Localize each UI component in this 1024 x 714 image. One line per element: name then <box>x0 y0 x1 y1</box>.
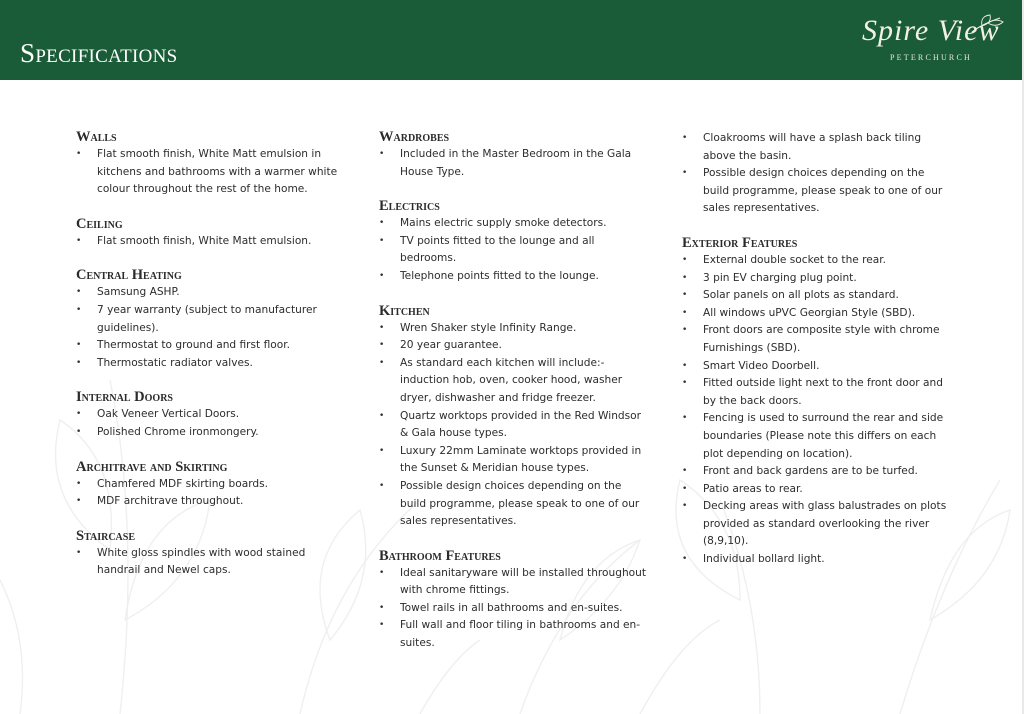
bullet-icon: • <box>76 357 82 368</box>
section-title: Walls <box>76 129 117 145</box>
leaf-icon <box>970 14 1004 36</box>
list-item: • Cloakrooms will have a splash back tiling above the basin. <box>682 132 922 162</box>
list-item: • Fitted outside light next to the front door and by the back doors. <box>682 377 943 407</box>
bullet-icon: • <box>76 304 82 315</box>
bullet-icon: • <box>379 218 385 229</box>
list-item: • Samsung ASHP. <box>76 284 346 302</box>
list-item: • Ideal sanitaryware will be installed throughout with chrome fittings. <box>379 566 647 597</box>
logo-subtitle: PETERCHURCH <box>890 53 972 62</box>
bullet-icon: • <box>379 235 385 246</box>
list-item: • Front doors are composite style with chrome Furnishings (SBD). <box>682 324 940 354</box>
spec-list <box>76 233 346 251</box>
bullet-icon: • <box>682 133 688 143</box>
bullet-icon: • <box>379 602 385 613</box>
section-internal-doors <box>76 388 346 441</box>
spec-list <box>76 146 346 199</box>
spec-list <box>76 406 346 441</box>
bullet-icon: • <box>682 483 688 494</box>
bullet-icon: • <box>379 357 385 368</box>
section-electrics <box>379 197 649 285</box>
section-central-heating <box>76 266 346 372</box>
list-item: • Solar panels on all plots as standard. <box>682 287 952 305</box>
bullet-icon: • <box>379 620 385 631</box>
section-wardrobes <box>379 128 649 181</box>
section-title: Ceiling <box>76 215 123 232</box>
section-title: Internal Doors <box>76 389 173 406</box>
section-title: Electrics <box>379 198 440 215</box>
list-item: • Luxury 22mm Laminate worktops provided in the Sunset & Meridian house types. <box>379 444 642 475</box>
list-item: • Oak Veneer Vertical Doors. <box>76 406 346 424</box>
logo-script-text: Spire View <box>862 14 1000 47</box>
bullet-icon: • <box>379 270 385 281</box>
section-title: Wardrobes <box>379 129 450 145</box>
list-item: • Quartz worktops provided in the Red Windsor & Gala house types. <box>379 409 641 440</box>
section-kitchen <box>379 302 649 531</box>
list-item: • MDF architrave throughout. <box>76 493 346 511</box>
list-item: • Fencing is used to surround the rear and side boundaries (Please note this differs on each plot depending on location). <box>682 412 944 460</box>
spec-list <box>76 545 346 580</box>
list-item: • Smart Video Doorbell. <box>682 358 952 376</box>
list-item: • Thermostatic radiator valves. <box>76 355 346 373</box>
section-staircase <box>76 527 346 580</box>
spire-view-logo <box>858 10 1008 70</box>
bullet-icon: • <box>682 168 688 179</box>
spec-column-1 <box>76 128 346 596</box>
bullet-icon: • <box>682 554 688 565</box>
page-title: Specifications <box>20 38 178 69</box>
bullet-icon: • <box>682 325 688 336</box>
bullet-icon: • <box>379 340 385 351</box>
spec-column-3 <box>682 130 952 585</box>
list-item: • TV points fitted to the lounge and all bedrooms. <box>379 234 595 265</box>
list-item: • Flat smooth finish, White Matt emulsion. <box>76 233 346 251</box>
list-item: • All windows uPVC Georgian Style (SBD). <box>682 305 952 323</box>
bullet-icon: • <box>76 478 82 489</box>
bullet-icon: • <box>76 409 82 420</box>
list-item: • 3 pin EV charging plug point. <box>682 270 952 288</box>
spec-list <box>379 320 649 531</box>
list-item: • Flat smooth finish, White Matt emulsion in kitchens and bathrooms with a warmer white colour throughout the rest of the home. <box>76 148 338 196</box>
list-item: • As standard each kitchen will include:- induction hob, oven, cooker hood, washer dryer, dishwasher and fridge freezer. <box>379 356 623 404</box>
list-item: • Decking areas with glass balustrades on plots provided as standard overlooking the river (8,9,10). <box>682 500 947 548</box>
bullet-icon: • <box>682 272 688 283</box>
section-title: Staircase <box>76 527 136 544</box>
bullet-icon: • <box>76 496 82 507</box>
list-item: • Patio areas to rear. <box>682 481 952 499</box>
spec-list <box>379 146 649 181</box>
list-item: • Possible design choices depending on the build programme, please speak to one of our sales representatives. <box>682 167 943 215</box>
bullet-icon: • <box>76 340 82 351</box>
section-title: Central Heating <box>76 267 182 284</box>
bullet-icon: • <box>682 501 688 512</box>
bullet-icon: • <box>682 254 688 265</box>
list-item: • Mains electric supply smoke detectors. <box>379 215 649 233</box>
bullet-icon: • <box>76 547 82 558</box>
list-item: • 20 year guarantee. <box>379 337 649 355</box>
bullet-icon: • <box>379 410 385 421</box>
list-item: • Polished Chrome ironmongery. <box>76 424 346 442</box>
list-item: • Full wall and floor tiling in bathrooms and en-suites. <box>379 619 641 650</box>
bullet-icon: • <box>682 360 688 371</box>
bullet-icon: • <box>379 322 385 333</box>
bullet-icon: • <box>682 290 688 301</box>
list-item: • Possible design choices depending on the build programme, please speak to one of our sales representatives. <box>379 479 640 528</box>
section-title: Architrave and Skirting <box>76 458 228 475</box>
spec-list <box>76 284 346 372</box>
bullet-icon: • <box>76 287 82 298</box>
section-architrave-skirting <box>76 458 346 511</box>
bullet-icon: • <box>76 426 82 437</box>
bullet-icon: • <box>682 466 688 477</box>
bullet-icon: • <box>76 235 82 246</box>
section-bathroom-continued <box>682 130 952 218</box>
list-item: • Front and back gardens are to be turfed. <box>682 463 952 481</box>
list-item: • 7 year warranty (subject to manufacturer guidelines). <box>76 303 317 334</box>
list-item: • Individual bollard light. <box>682 551 952 569</box>
list-item: • Chamfered MDF skirting boards. <box>76 476 346 494</box>
bullet-icon: • <box>682 413 688 424</box>
list-item: • Thermostat to ground and first floor. <box>76 337 346 355</box>
bullet-icon: • <box>682 378 688 389</box>
header-band <box>0 0 1024 80</box>
spec-list <box>682 252 952 569</box>
section-title: Kitchen <box>379 302 430 319</box>
list-item: • Towel rails in all bathrooms and en-suites. <box>379 600 649 618</box>
section-title: Exterior Features <box>682 234 798 251</box>
bullet-icon: • <box>379 445 385 456</box>
section-title: Bathroom Features <box>379 547 501 564</box>
section-bathroom-features <box>379 547 649 653</box>
spec-list <box>76 476 346 511</box>
spec-list <box>379 565 649 653</box>
bullet-icon: • <box>379 567 385 578</box>
bullet-icon: • <box>682 307 688 318</box>
section-exterior-features <box>682 234 952 569</box>
spec-column-2 <box>379 128 649 669</box>
list-item: • Telephone points fitted to the lounge. <box>379 268 649 286</box>
bullet-icon: • <box>379 149 385 159</box>
list-item: • White gloss spindles with wood stained handrail and Newel caps. <box>76 546 306 577</box>
list-item: • External double socket to the rear. <box>682 252 952 270</box>
section-walls <box>76 128 346 199</box>
bullet-icon: • <box>76 149 82 159</box>
list-item: • Included in the Master Bedroom in the Gala House Type. <box>379 148 632 178</box>
list-item: • Wren Shaker style Infinity Range. <box>379 320 649 338</box>
bullet-icon: • <box>379 480 385 491</box>
spec-list <box>682 130 952 218</box>
section-ceiling <box>76 215 346 251</box>
spec-list <box>379 215 649 285</box>
